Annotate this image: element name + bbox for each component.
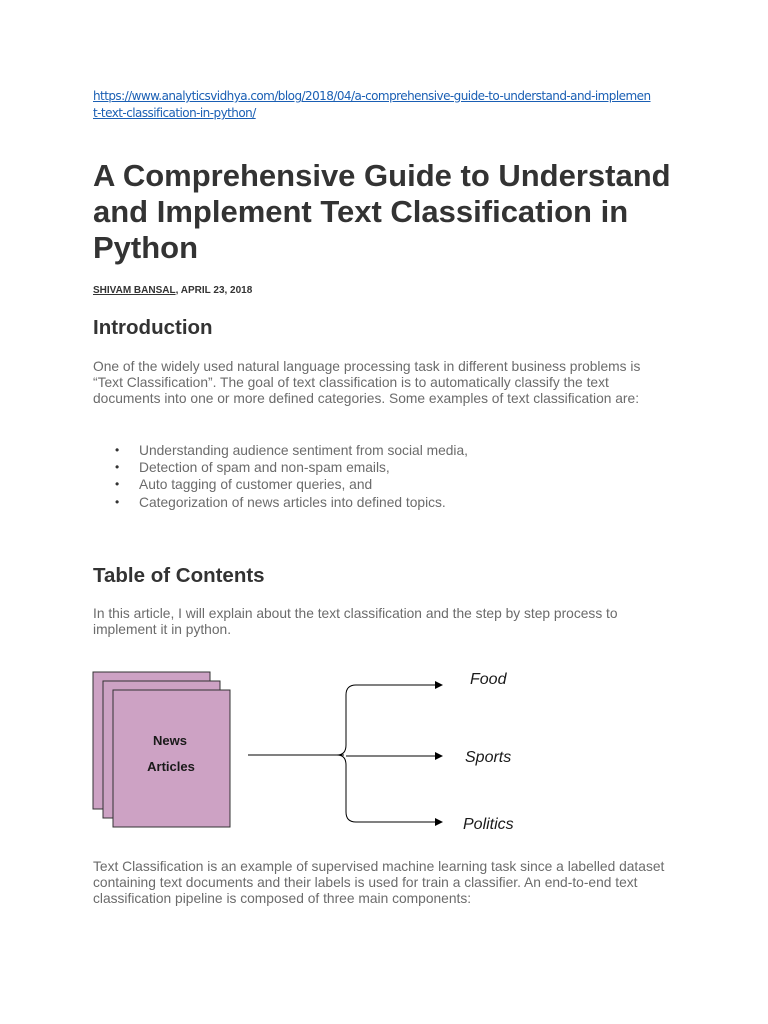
closing-paragraph: Text Classification is an example of supervised machine learning task since a labelled dataset containing text documents and their labels is used for train a classifier. An end-to-end text classification pipeline is composed of three main components: xyxy=(93,859,665,906)
examples-list xyxy=(115,442,468,511)
list-item xyxy=(115,442,468,459)
byline xyxy=(93,284,252,297)
category-politics: Politics xyxy=(463,816,514,833)
author-link[interactable]: SHIVAM BANSAL xyxy=(93,285,176,296)
list-item-text: Understanding audience sentiment from social media, xyxy=(139,443,469,458)
category-food: Food xyxy=(470,671,507,688)
article-title: A Comprehensive Guide to Understand and Implement Text Classification in Python xyxy=(93,158,671,265)
toc-heading: Table of Contents xyxy=(93,564,265,587)
source-link[interactable]: https://www.analyticsvidhya.com/blog/2018/04/a-comprehensive-guide-to-understand-and-implement-text-classification-in-python/ xyxy=(93,89,651,120)
list-item-text: Categorization of news articles into defined topics. xyxy=(139,494,446,510)
publish-date: , APRIL 23, 2018 xyxy=(175,285,253,296)
classification-diagram xyxy=(92,664,532,836)
list-item xyxy=(115,459,468,476)
bullet-icon: • xyxy=(115,460,120,475)
toc-paragraph: In this article, I will explain about the text classification and the step by step process to implement it in python. xyxy=(93,606,618,637)
introduction-heading: Introduction xyxy=(93,316,213,339)
list-item-text: Detection of spam and non-spam emails, xyxy=(139,460,390,476)
list-item xyxy=(115,476,468,493)
classification-diagram-svg xyxy=(92,664,532,836)
bullet-icon: • xyxy=(115,443,120,457)
bullet-icon: • xyxy=(115,494,120,509)
document-label-line1: News xyxy=(153,733,187,748)
list-item xyxy=(115,494,468,511)
list-item-text: Auto tagging of customer queries, and xyxy=(139,477,373,493)
category-sports: Sports xyxy=(465,749,512,766)
introduction-paragraph: One of the widely used natural language processing task in different business problems is “Text Classification”. The goal of text classification is to automatically classify the text documents into one or more defined categories. Some examples of text classification are: xyxy=(93,359,641,406)
document-label-line2: Articles xyxy=(147,759,195,774)
bullet-icon: • xyxy=(115,477,120,492)
branch-brace xyxy=(337,685,356,822)
